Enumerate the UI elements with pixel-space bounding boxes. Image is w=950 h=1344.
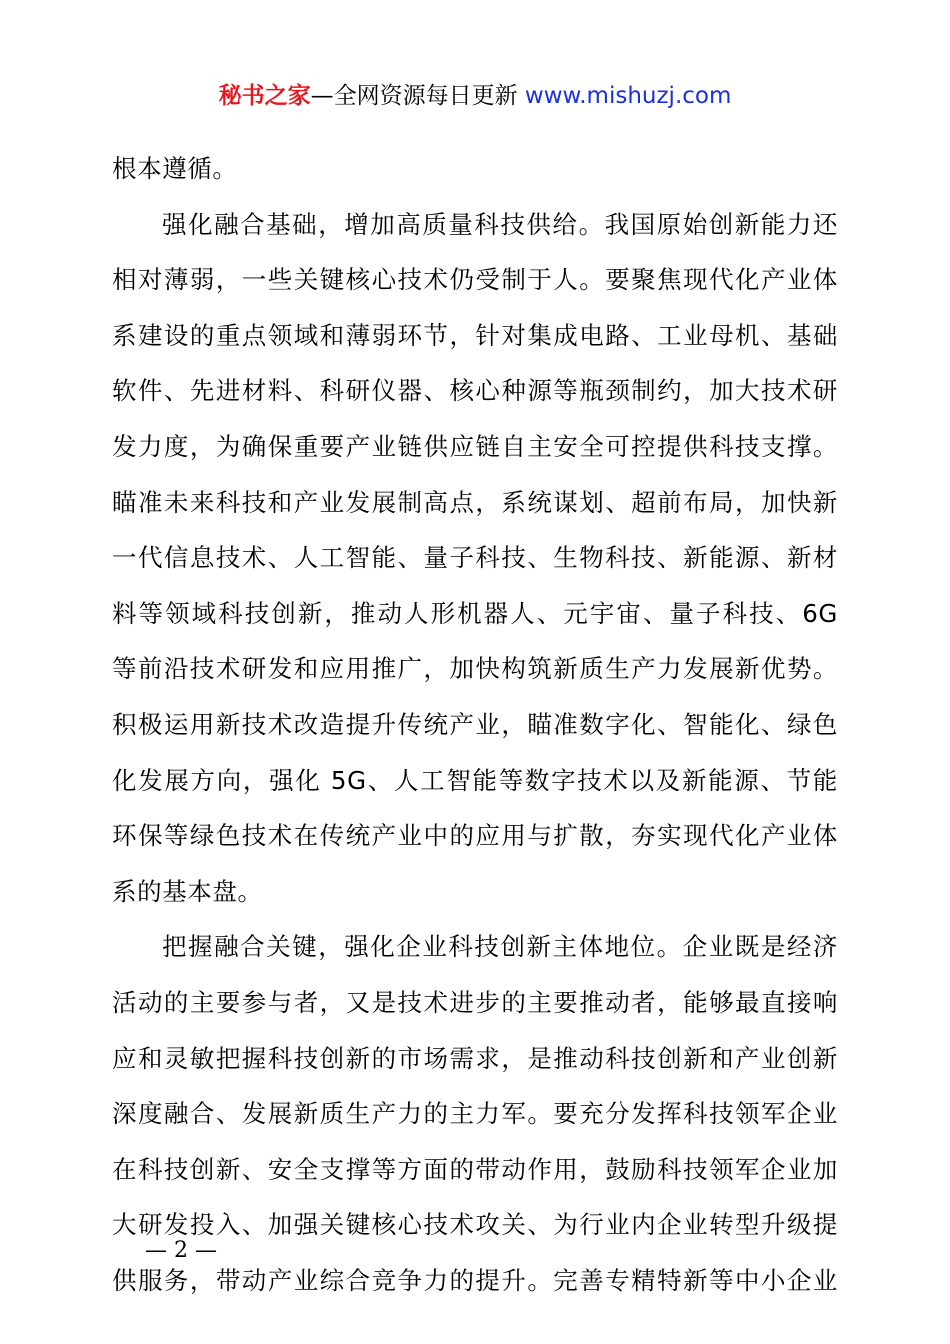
header-tagline: —全网资源每日更新 bbox=[310, 83, 518, 109]
text-line: 化发展方向，强化 5G、人工智能等数字技术以及新能源、节能 bbox=[112, 765, 838, 795]
text-line: 大研发投入、加强关键核心技术攻关、为行业内企业转型升级提 bbox=[112, 1210, 838, 1240]
site-header bbox=[0, 76, 950, 116]
text-line: 供服务，带动产业综合竞争力的提升。完善专精特新等中小企业 bbox=[112, 1265, 838, 1295]
text-line: 深度融合、发展新质生产力的主力军。要充分发挥科技领军企业 bbox=[112, 1099, 838, 1129]
text-line: 料等领域科技创新，推动人形机器人、元宇宙、量子科技、6G bbox=[112, 598, 838, 628]
text-line: 瞄准未来科技和产业发展制高点，系统谋划、超前布局，加快新 bbox=[112, 487, 838, 517]
text-line: 等前沿技术研发和应用推广，加快构筑新质生产力发展新优势。 bbox=[112, 654, 838, 684]
text-line: 相对薄弱，一些关键核心技术仍受制于人。要聚焦现代化产业体 bbox=[112, 265, 838, 295]
text-line: 系的基本盘。 bbox=[112, 876, 263, 906]
paragraph-first-line: 把握融合关键，强化企业科技创新主体地位。企业既是经济 bbox=[162, 932, 838, 962]
header-brand: 秘书之家 bbox=[218, 83, 311, 109]
text-line: 活动的主要参与者，又是技术进步的主要推动者，能够最直接响 bbox=[112, 987, 838, 1017]
text-line: 根本遵循。 bbox=[112, 154, 238, 183]
text-line: 积极运用新技术改造提升传统产业，瞄准数字化、智能化、绿色 bbox=[112, 709, 838, 739]
text-line: 环保等绿色技术在传统产业中的应用与扩散，夯实现代化产业体 bbox=[112, 821, 838, 851]
header-url-link[interactable]: www.mishuzj.com bbox=[524, 83, 732, 109]
page-number: — 2 — bbox=[145, 1238, 217, 1263]
text-line: 一代信息技术、人工智能、量子科技、生物科技、新能源、新材 bbox=[112, 543, 838, 573]
paragraph-first-line: 强化融合基础，增加高质量科技供给。我国原始创新能力还 bbox=[162, 209, 838, 239]
text-line: 在科技创新、安全支撑等方面的带动作用，鼓励科技领军企业加 bbox=[112, 1154, 838, 1184]
text-line: 发力度，为确保重要产业链供应链自主安全可控提供科技支撑。 bbox=[112, 431, 838, 461]
text-line: 应和灵敏把握科技创新的市场需求，是推动科技创新和产业创新 bbox=[112, 1043, 838, 1073]
document-body bbox=[112, 141, 838, 1308]
text-line: 软件、先进材料、科研仪器、核心种源等瓶颈制约，加大技术研 bbox=[112, 376, 838, 406]
text-line: 系建设的重点领域和薄弱环节，针对集成电路、工业母机、基础 bbox=[112, 320, 838, 350]
